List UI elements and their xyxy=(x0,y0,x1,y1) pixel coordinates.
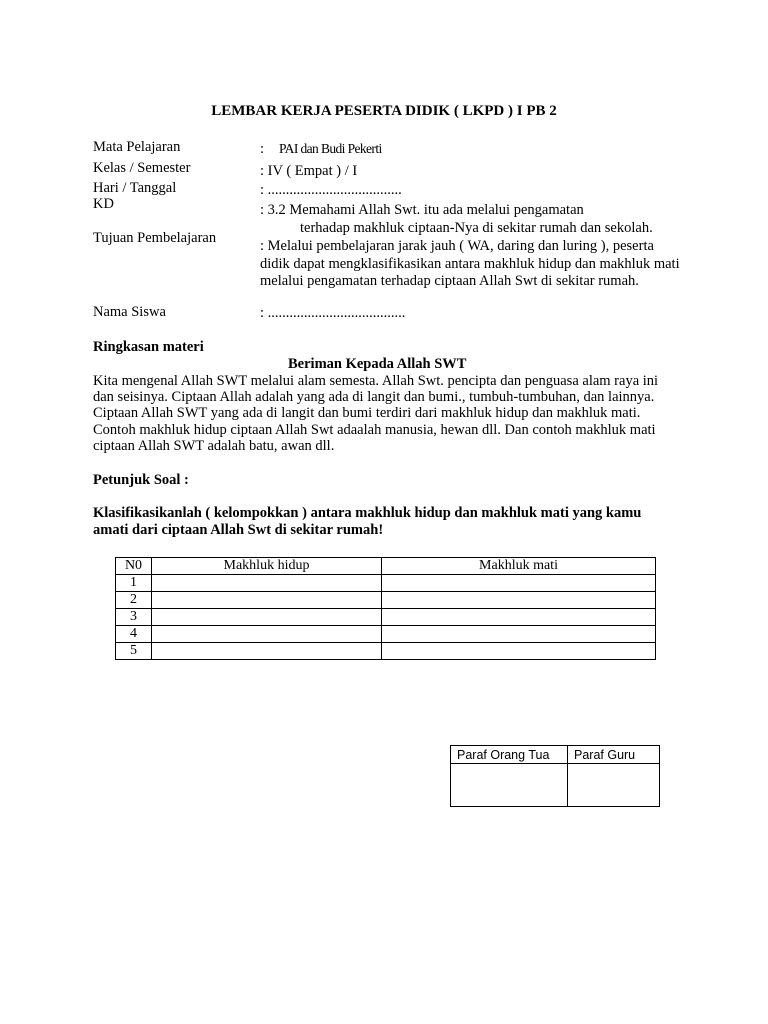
paraf-guru-label: Paraf Guru xyxy=(568,746,660,764)
makhluk-mati-cell[interactable] xyxy=(382,592,656,609)
value-hari-tanggal: : ..................................... xyxy=(260,182,402,198)
makhluk-hidup-cell[interactable] xyxy=(152,643,382,660)
value-nama-siswa: : ...................................... xyxy=(260,305,406,321)
table-row xyxy=(116,609,656,626)
label-hari-tanggal: Hari / Tanggal xyxy=(93,180,177,196)
makhluk-mati-cell[interactable] xyxy=(382,575,656,592)
paraf-guru-field[interactable] xyxy=(568,764,660,807)
ringkasan-heading: Ringkasan materi xyxy=(93,339,204,355)
makhluk-mati-cell[interactable] xyxy=(382,609,656,626)
value-tujuan-pembelajaran: : Melalui pembelajaran jarak jauh ( WA, daring dan luring ), peserta didik dapat mengklasifikasikan antara makhluk hidup dan makhluk mati melalui pengamatan terhadap ciptaan Allah Swt di sekitar rumah. xyxy=(260,238,680,289)
label-nama-siswa: Nama Siswa xyxy=(93,304,166,320)
colon-mata-pelajaran: : xyxy=(260,141,265,157)
value-mata-pelajaran: PAI dan Budi Pekerti xyxy=(279,141,382,156)
label-tujuan-pembelajaran: Tujuan Pembelajaran xyxy=(93,230,217,246)
table-row xyxy=(116,643,656,660)
table-row xyxy=(116,592,656,609)
value-kd-line2: terhadap makhluk ciptaan-Nya di sekitar rumah dan sekolah. xyxy=(300,220,653,236)
label-kd: KD xyxy=(93,196,114,212)
table-header-row xyxy=(116,558,656,575)
value-kd-line1: : 3.2 Memahami Allah Swt. itu ada melalui pengamatan xyxy=(260,202,584,218)
ringkasan-body: Kita mengenal Allah SWT melalui alam semesta. Allah Swt. pencipta dan penguasa alam raya ini dan seisinya. Ciptaan Allah adalah yang ada di langit dan bumi., tumbuh-tumbuhan, dan lainnya. Ciptaan Allah SWT yang ada di langit dan bumi terdiri dari makhluk hidup dan makhluk mati. Contoh makhluk hidup ciptaan Allah Swt adaalah manusia, hewan dll. Dan contoh makhluk mati ciptaan Allah SWT adalah batu, awan dll. xyxy=(93,373,659,454)
makhluk-hidup-cell[interactable] xyxy=(152,592,382,609)
table-row xyxy=(116,626,656,643)
label-kelas-semester: Kelas / Semester xyxy=(93,160,191,176)
header-no: N0 xyxy=(116,558,152,575)
signature-table xyxy=(450,745,660,807)
row-number: 3 xyxy=(116,609,152,626)
makhluk-mati-cell[interactable] xyxy=(382,643,656,660)
row-number: 5 xyxy=(116,643,152,660)
table-row xyxy=(116,575,656,592)
makhluk-hidup-cell[interactable] xyxy=(152,609,382,626)
paraf-orang-tua-label: Paraf Orang Tua xyxy=(451,746,568,764)
signature-header-row xyxy=(451,746,660,764)
header-makhluk-hidup: Makhluk hidup xyxy=(152,558,382,575)
row-number: 2 xyxy=(116,592,152,609)
header-makhluk-mati: Makhluk mati xyxy=(382,558,656,575)
value-kelas-semester: : IV ( Empat ) / I xyxy=(260,163,358,179)
petunjuk-instruction: Klasifikasikanlah ( kelompokkan ) antara makhluk hidup dan makhluk mati yang kamu amati dari ciptaan Allah Swt di sekitar rumah! xyxy=(93,505,642,538)
makhluk-hidup-cell[interactable] xyxy=(152,575,382,592)
klasifikasi-table xyxy=(115,557,656,660)
row-number: 1 xyxy=(116,575,152,592)
makhluk-hidup-cell[interactable] xyxy=(152,626,382,643)
page-title: LEMBAR KERJA PESERTA DIDIK ( LKPD ) I PB 2 xyxy=(211,103,557,119)
ringkasan-subheading: Beriman Kepada Allah SWT xyxy=(288,356,467,372)
signature-field-row xyxy=(451,764,660,807)
makhluk-mati-cell[interactable] xyxy=(382,626,656,643)
petunjuk-heading: Petunjuk Soal : xyxy=(93,472,189,488)
paraf-orang-tua-field[interactable] xyxy=(451,764,568,807)
label-mata-pelajaran: Mata Pelajaran xyxy=(93,139,181,155)
row-number: 4 xyxy=(116,626,152,643)
